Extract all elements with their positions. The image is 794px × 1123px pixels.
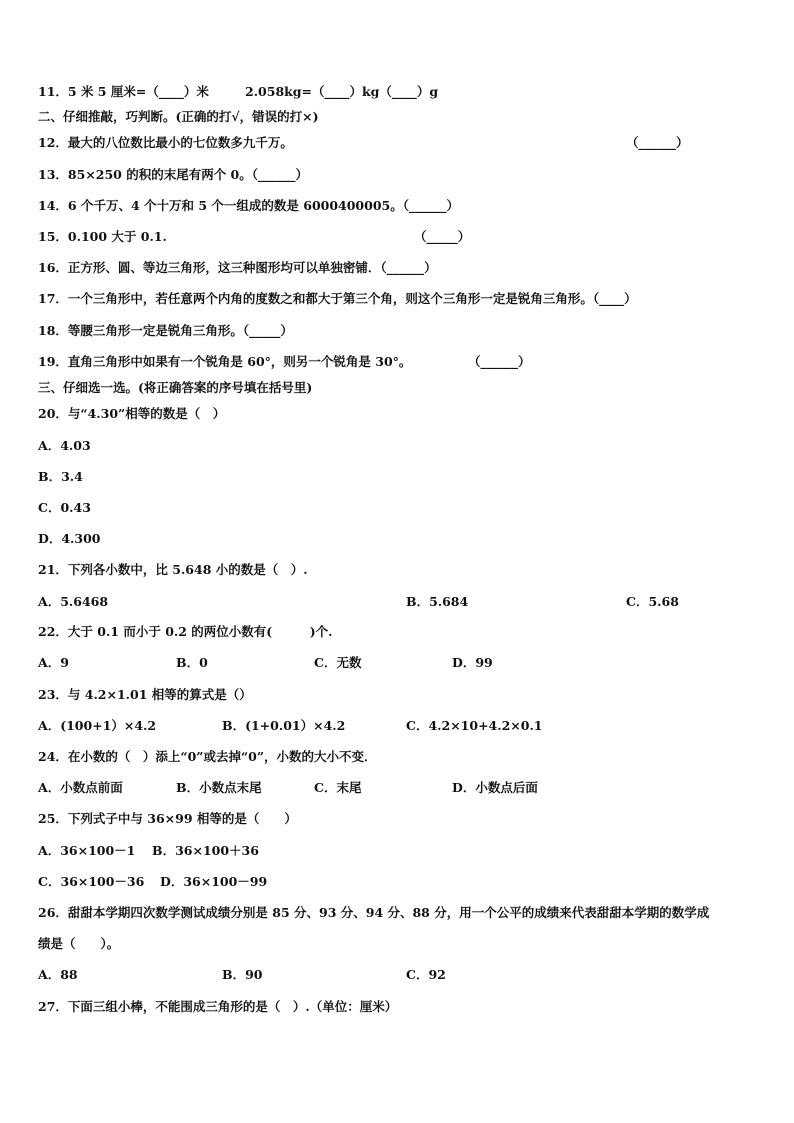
q20-text: 20．与“4.30”相等的数是（ ） [38, 406, 226, 421]
section-2-heading: 二、仔细推敲，巧判断。(正确的打√，错误的打×) [38, 109, 319, 124]
section-3-heading: 三、仔细选一选。(将正确答案的序号填在括号里) [38, 380, 313, 395]
q24-option-a: A．小数点前面 [38, 780, 123, 795]
q26-text-line1: 26．甜甜本学期四次数学测试成绩分别是 85 分、93 分、94 分、88 分，用一个公平的成绩来代表甜甜本学期的数学成 [38, 905, 710, 920]
q22-option-c: C．无数 [314, 655, 362, 670]
q20-option-c: C．0.43 [38, 500, 91, 515]
q14-text: 14．6 个千万、4 个十万和 5 个一组成的数是 6000400005。（______） [38, 198, 459, 213]
q24-option-d: D．小数点后面 [452, 780, 538, 795]
q26-text-line2: 绩是（ ）。 [38, 936, 120, 951]
q13-text: 13．85×250 的积的末尾有两个 0。（______） [38, 167, 309, 182]
q25-option-a: A．36×100－1 [38, 843, 136, 858]
q17-text: 17．一个三角形中，若任意两个内角的度数之和都大于第三个角，则这个三角形一定是锐角三角形。（____） [38, 291, 637, 306]
q22-option-d: D．99 [452, 655, 493, 670]
q12-text: 12．最大的八位数比最小的七位数多九千万。 [38, 135, 293, 150]
q25-option-c: C．36×100－36 [38, 874, 145, 889]
q25-option-b: B．36×100＋36 [152, 843, 259, 858]
q15-text: 15．0.100 大于 0.1. [38, 229, 167, 244]
q20-option-a: A．4.03 [38, 438, 91, 453]
q18-text: 18．等腰三角形一定是锐角三角形。（_____） [38, 323, 293, 338]
q19-answer-blank: （______） [468, 354, 531, 369]
q26-option-c: C．92 [406, 967, 446, 982]
q24-option-c: C．末尾 [314, 780, 362, 795]
q15-answer-blank: （_____） [414, 229, 471, 244]
q11-part-b: 2.058kg=（____）kg（____）g [245, 84, 439, 99]
q25-text: 25．下列式子中与 36×99 相等的是（ ） [38, 811, 297, 826]
q23-option-b: B．(1+0.01）×4.2 [222, 718, 346, 733]
q16-text: 16．正方形、圆、等边三角形，这三种图形均可以单独密铺．（______） [38, 260, 437, 275]
q22-option-b: B．0 [176, 655, 208, 670]
q23-text: 23．与 4.2×1.01 相等的算式是（） [38, 687, 252, 702]
q20-option-b: B．3.4 [38, 469, 83, 484]
q21-option-b: B．5.684 [406, 594, 469, 609]
q23-option-a: A．(100+1）×4.2 [38, 718, 157, 733]
q26-option-a: A．88 [38, 967, 78, 982]
q21-option-c: C．5.68 [626, 594, 679, 609]
q25-option-d: D．36×100－99 [160, 874, 268, 889]
q21-text: 21．下列各小数中，比 5.648 小的数是（ ）. [38, 562, 308, 577]
q12-answer-blank: （______） [626, 135, 689, 150]
q26-option-b: B．90 [222, 967, 263, 982]
q27-text: 27．下面三组小棒，不能围成三角形的是（ ）.（单位：厘米） [38, 999, 398, 1014]
q19-text: 19．直角三角形中如果有一个锐角是 60°，则另一个锐角是 30°。 [38, 354, 412, 369]
q22-option-a: A．9 [38, 655, 69, 670]
q24-option-b: B．小数点末尾 [176, 780, 262, 795]
q23-option-c: C．4.2×10+4.2×0.1 [406, 718, 543, 733]
q24-text: 24．在小数的（ ）添上“0”或去掉“0”，小数的大小不变． [38, 749, 377, 764]
q11-part-a: 11．5 米 5 厘米=（____）米 [38, 84, 209, 99]
q22-text: 22．大于 0.1 而小于 0.2 的两位小数有( )个. [38, 624, 333, 639]
q21-option-a: A．5.6468 [38, 594, 109, 609]
q20-option-d: D．4.300 [38, 531, 101, 546]
